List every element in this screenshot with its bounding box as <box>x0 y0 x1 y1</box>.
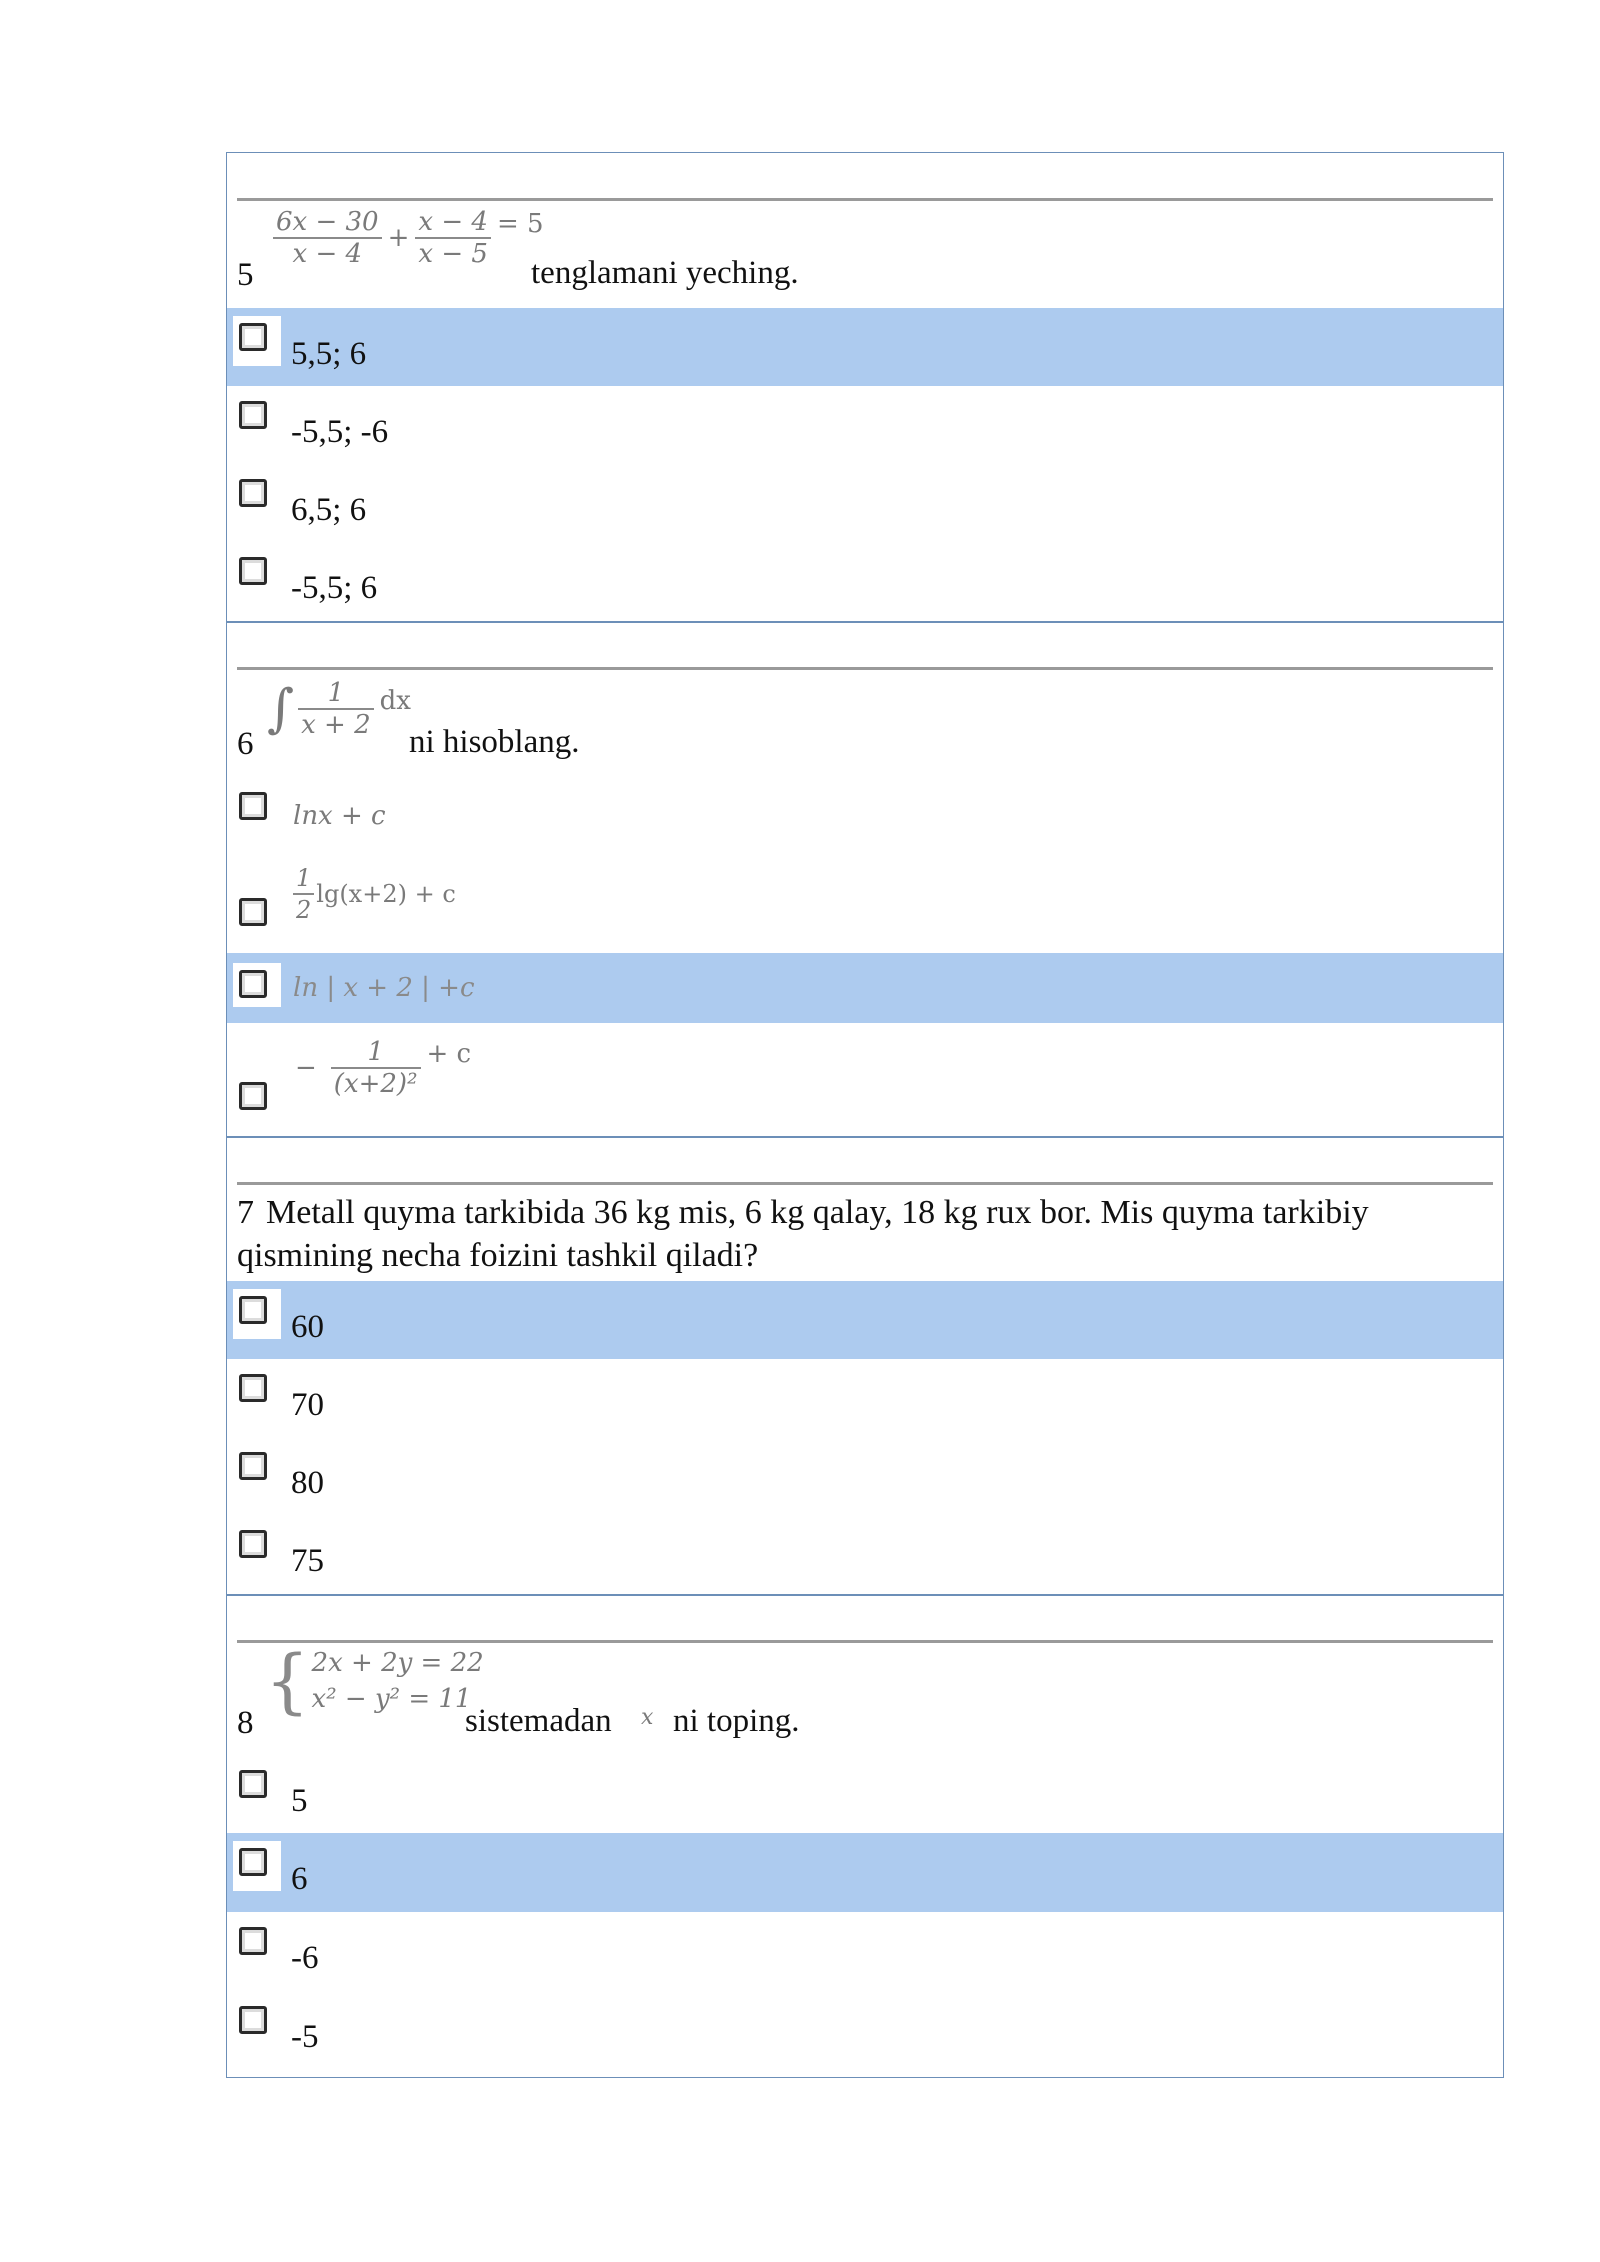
option-label: lnx + c <box>293 801 386 831</box>
option-label: 6 <box>291 1861 308 1897</box>
question-6-header <box>227 622 1503 778</box>
radio-button[interactable] <box>239 1374 267 1402</box>
radio-button[interactable] <box>239 1082 267 1110</box>
question-6-option-3[interactable] <box>227 953 1503 1024</box>
option-label: 75 <box>291 1543 324 1579</box>
radio-button[interactable] <box>239 479 267 507</box>
question-8-text-after: ni toping. <box>673 1703 800 1739</box>
question-5-equation: $\frac{6x - 30}{x - 4}$ + $\frac{x - 4}{x - 5}$ = 5 <box>273 207 550 269</box>
radio-button[interactable] <box>239 1848 267 1876</box>
option-label: − $\frac{1}{\text{(x+2)²}}$ + c <box>295 1037 472 1099</box>
question-5-option-1[interactable] <box>227 308 1503 387</box>
question-8-number: 8 <box>237 1705 254 1741</box>
question-5-option-4[interactable] <box>227 542 1503 623</box>
radio-button[interactable] <box>239 898 267 926</box>
question-8-option-3[interactable] <box>227 1912 1503 1992</box>
question-divider <box>237 667 1493 670</box>
question-5-option-3[interactable] <box>227 464 1503 543</box>
option-label: 80 <box>291 1465 324 1501</box>
radio-button[interactable] <box>239 1770 267 1798</box>
question-6-option-1[interactable] <box>227 777 1503 848</box>
option-label: -6 <box>291 1940 319 1976</box>
radio-button[interactable] <box>239 1452 267 1480</box>
question-5-text: tenglamani yeching. <box>531 255 799 291</box>
radio-button[interactable] <box>239 970 267 998</box>
radio-button[interactable] <box>239 1927 267 1955</box>
question-8-option-4[interactable] <box>227 1991 1503 2076</box>
question-8-option-2[interactable] <box>227 1833 1503 1913</box>
question-5-header <box>227 153 1503 309</box>
option-label: 60 <box>291 1309 324 1345</box>
question-7-text: Metall quyma tarkibida 36 kg mis, 6 kg qalay, 18 kg rux bor. Mis quyma tarkibiy qismining necha foizini tashkil qiladi? <box>237 1194 1369 1274</box>
option-label: -5,5; 6 <box>291 570 378 606</box>
question-8-option-1[interactable] <box>227 1755 1503 1834</box>
radio-button[interactable] <box>239 557 267 585</box>
radio-button[interactable] <box>239 792 267 820</box>
option-label: 70 <box>291 1387 324 1423</box>
question-6-number: 6 <box>237 726 254 762</box>
option-label: -5,5; -6 <box>291 414 389 450</box>
question-6-text: ni hisoblang. <box>409 724 580 760</box>
question-6-option-2[interactable] <box>227 847 1503 954</box>
question-7-header <box>227 1137 1503 1282</box>
option-label: 5,5; 6 <box>291 336 367 372</box>
question-7-number: 7 <box>237 1194 254 1231</box>
question-5-number: 5 <box>237 257 254 293</box>
question-8-header <box>227 1595 1503 1756</box>
option-label: $\frac{1}{2}$ lg(x+2) + c <box>293 863 462 925</box>
question-6-integral: ∫ $\frac{1}{x + 2}$ dx <box>267 678 411 740</box>
test-frame <box>226 152 1504 2078</box>
question-7-text-block <box>237 1191 1463 1277</box>
question-7-option-3[interactable] <box>227 1437 1503 1516</box>
radio-button[interactable] <box>239 2006 267 2034</box>
option-label: 6,5; 6 <box>291 492 367 528</box>
option-label: -5 <box>291 2019 319 2055</box>
question-7-option-2[interactable] <box>227 1359 1503 1438</box>
radio-button[interactable] <box>239 323 267 351</box>
question-divider <box>237 1640 1493 1643</box>
question-6-option-4[interactable] <box>227 1023 1503 1138</box>
option-label: ln | x + 2 | +c <box>293 973 475 1003</box>
question-5-option-2[interactable] <box>227 386 1503 465</box>
question-7-option-4[interactable] <box>227 1515 1503 1596</box>
option-label: 5 <box>291 1783 308 1819</box>
radio-button[interactable] <box>239 1530 267 1558</box>
radio-button[interactable] <box>239 401 267 429</box>
question-divider <box>237 198 1493 201</box>
question-8-system: { 2x + 2y = 22 x² − y² = 11 <box>265 1640 484 1722</box>
question-8-text-before: sistemadan <box>465 1703 612 1739</box>
question-7-option-1[interactable] <box>227 1281 1503 1360</box>
question-8-variable: x <box>641 1705 654 1730</box>
question-divider <box>237 1182 1493 1185</box>
radio-button[interactable] <box>239 1296 267 1324</box>
